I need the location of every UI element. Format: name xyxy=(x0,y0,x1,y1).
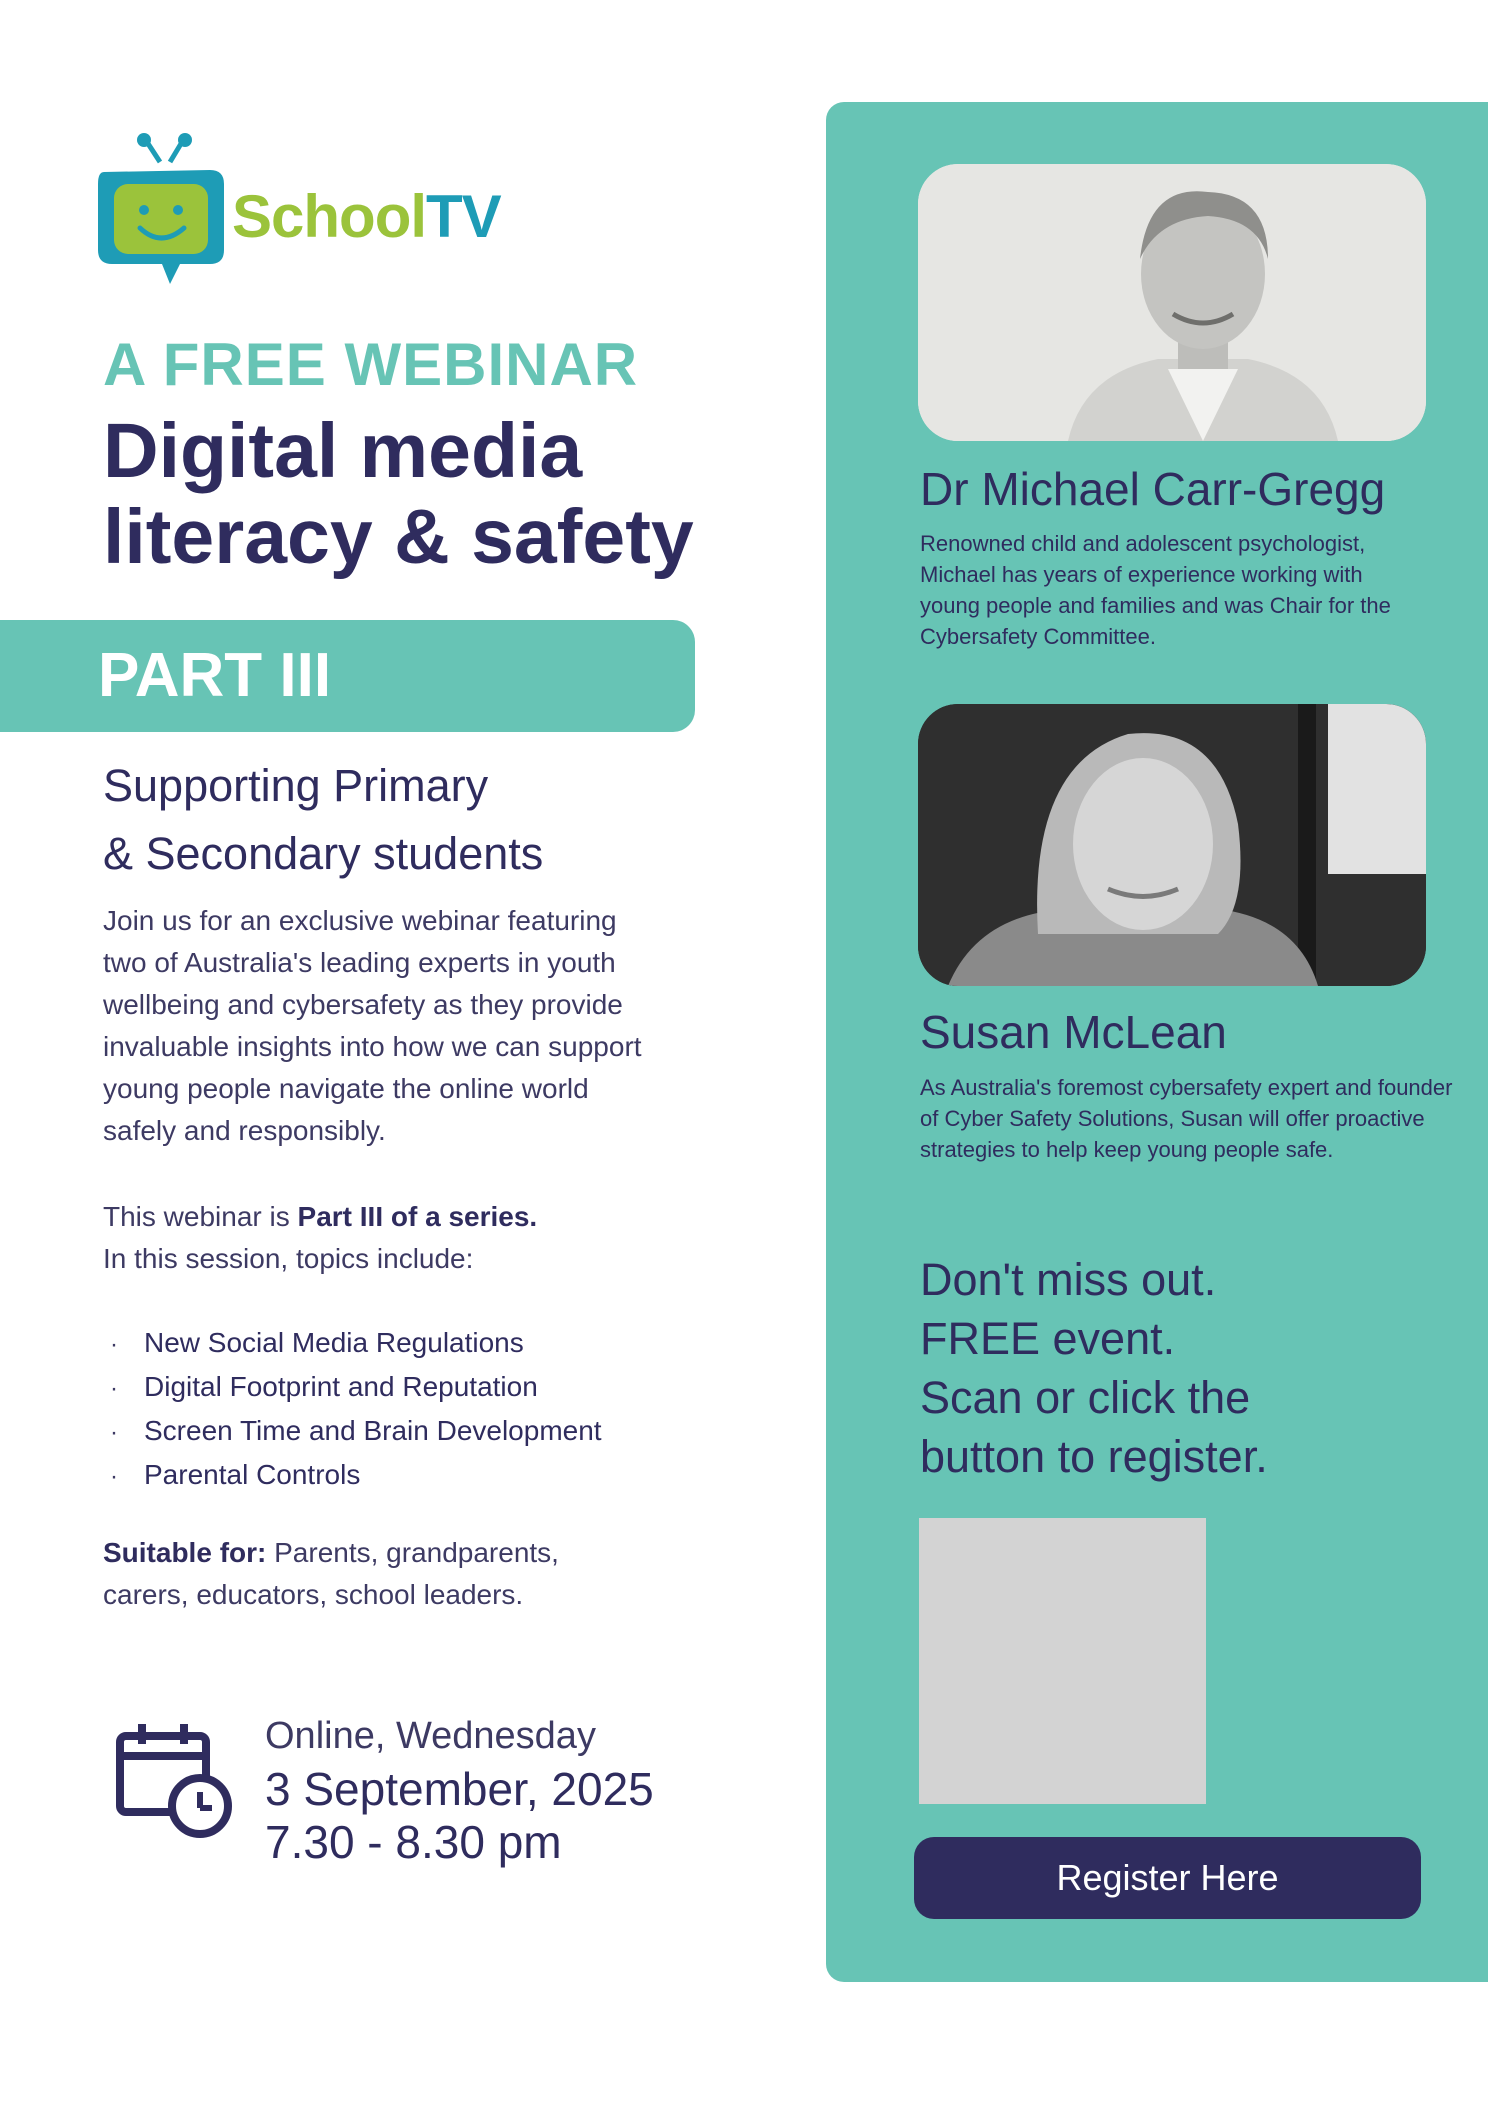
speaker-photo-michael xyxy=(918,164,1426,441)
title-line-1: Digital media xyxy=(103,408,583,494)
cta-line-2: FREE event. xyxy=(920,1313,1176,1364)
sub-heading-line-1: Supporting Primary xyxy=(103,760,489,811)
speaker-photo-susan xyxy=(918,704,1426,986)
webinar-kicker: A FREE WEBINAR xyxy=(103,331,639,398)
list-item: · Parental Controls xyxy=(110,1454,602,1498)
bullet-icon: · xyxy=(110,1331,118,1358)
page-title xyxy=(103,408,743,580)
title-line-2: literacy & safety xyxy=(103,494,694,580)
speaker-name-michael: Dr Michael Carr-Gregg xyxy=(920,463,1386,515)
suitable-label: Suitable for: xyxy=(103,1537,267,1568)
suitable-text: Parents, grandparents, carers, educators, school leaders. xyxy=(103,1537,559,1610)
sub-heading-line-2: & Secondary students xyxy=(103,828,544,879)
part-label: PART III xyxy=(98,641,332,710)
logo-wordmark: SchoolTV xyxy=(232,183,501,250)
series-line-2: In this session, topics include: xyxy=(103,1243,474,1274)
list-item: · Screen Time and Brain Development xyxy=(110,1410,602,1454)
sub-heading xyxy=(103,752,663,888)
cta-line-3: Scan or click the xyxy=(920,1372,1251,1423)
bullet-icon: · xyxy=(110,1419,118,1446)
cta-line-1: Don't miss out. xyxy=(920,1254,1217,1305)
series-bold: Part III of a series. xyxy=(297,1201,538,1232)
speaker-bio-susan: As Australia's foremost cybersafety expert and founder of Cyber Safety Solutions, Susan will offer proactive strategies to help keep young people safe. xyxy=(920,1075,1453,1162)
suitable-for xyxy=(103,1532,583,1616)
calendar-clock-icon xyxy=(116,1722,234,1840)
series-paragraph xyxy=(103,1196,663,1280)
bullet-icon: · xyxy=(110,1463,118,1490)
qr-code-placeholder[interactable] xyxy=(919,1518,1206,1804)
list-item: · New Social Media Regulations xyxy=(110,1322,602,1366)
intro-paragraph: Join us for an exclusive webinar featuring two of Australia's leading experts in youth wellbeing and cybersafety as they provide invaluable insights into how we can support young people navigate the online world safely and responsibly. xyxy=(103,905,642,1146)
speaker-name-susan: Susan McLean xyxy=(920,1006,1227,1058)
series-prefix: This webinar is xyxy=(103,1201,298,1232)
register-button[interactable]: Register Here xyxy=(914,1837,1421,1919)
list-item: · Digital Footprint and Reputation xyxy=(110,1366,602,1410)
event-location-day: Online, Wednesday xyxy=(265,1715,596,1757)
event-time: 7.30 - 8.30 pm xyxy=(265,1816,562,1868)
speaker-bio-michael: Renowned child and adolescent psychologist, Michael has years of experience working with young people and families and was Chair for the Cybersafety Committee. xyxy=(920,531,1391,649)
cta-line-4: button to register. xyxy=(920,1431,1268,1482)
topics-list xyxy=(110,1322,602,1498)
bullet-icon: · xyxy=(110,1375,118,1402)
event-date: 3 September, 2025 xyxy=(265,1763,654,1815)
cta-text xyxy=(920,1250,1440,1486)
